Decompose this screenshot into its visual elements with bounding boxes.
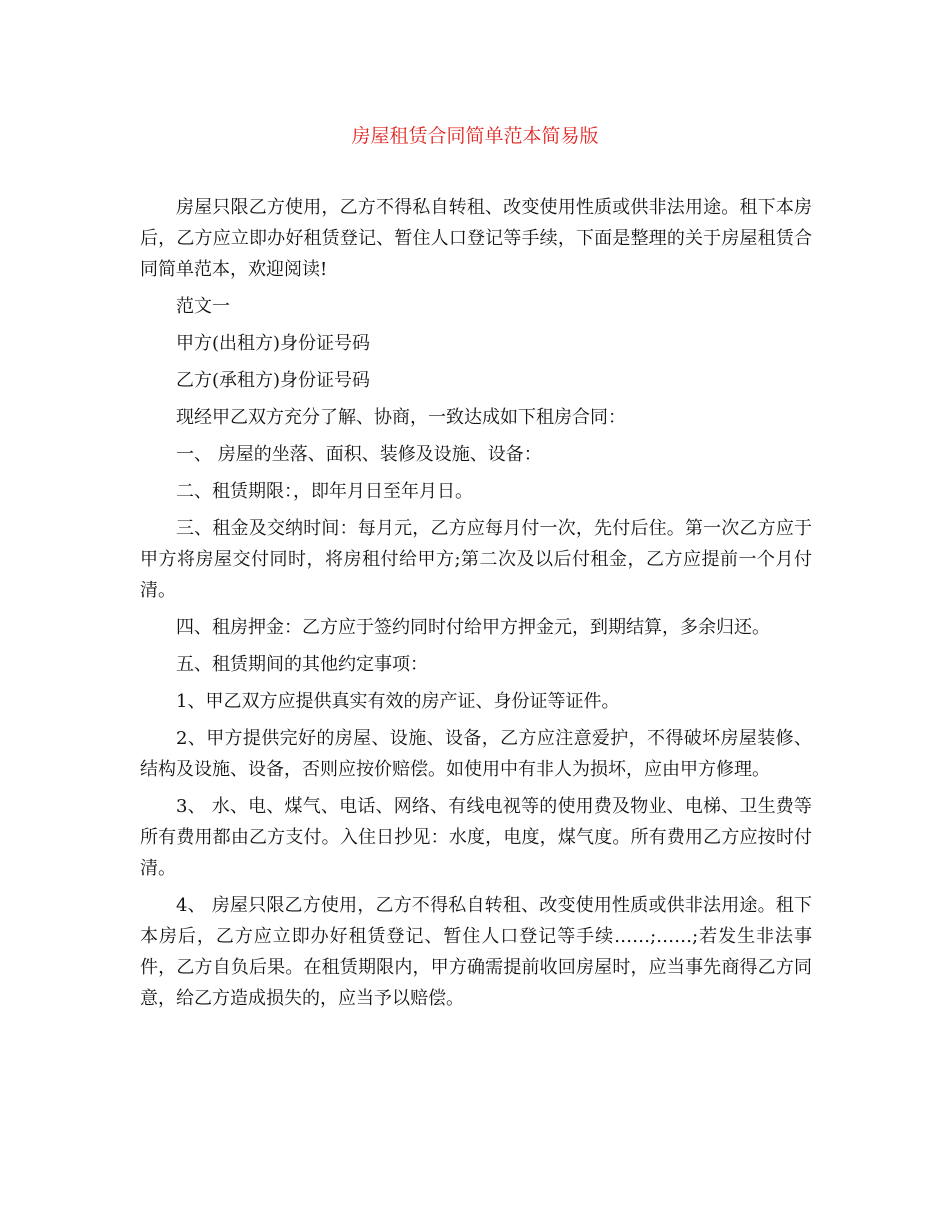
section-heading-sample-one: 范文一 bbox=[176, 296, 230, 317]
clause-2-term: 二、租赁期限：，即年月日至年月日。 bbox=[176, 481, 473, 502]
party-b-line: 乙方(承租方)身份证号码 bbox=[176, 370, 371, 391]
agreement-statement: 现经甲乙双方充分了解、协商，一致达成如下租房合同： bbox=[176, 407, 626, 428]
item-3-utilities: 3、 水、电、煤气、电话、网络、有线电视等的使用费及物业、电梯、卫生费等所有费用都由乙方支付。入住日抄见：水度，电度，煤气度。所有费用乙方应按时付清。 bbox=[140, 796, 812, 879]
item-2-maintenance: 2、甲方提供完好的房屋、设施、设备，乙方应注意爱护，不得破坏房屋装修、结构及设施、设备，否则应按价赔偿。如使用中有非人为损坏，应由甲方修理。 bbox=[140, 728, 812, 780]
item-4-usage: 4、 房屋只限乙方使用，乙方不得私自转租、改变使用性质或供非法用途。租下本房后，乙方应立即办好租赁登记、暂住人口登记等手续……;……;若发生非法事件，乙方自负后果。在租赁期限内，甲方确需提前收回房屋时，应当事先商得乙方同意，给乙方造成损失的，应当予以赔偿。 bbox=[140, 895, 812, 1009]
clause-5-other-terms: 五、租赁期间的其他约定事项： bbox=[176, 654, 428, 675]
clause-3-rent: 三、租金及交纳时间：每月元，乙方应每月付一次，先付后住。第一次乙方应于甲方将房屋交付同时，将房租付给甲方;第二次及以后付租金，乙方应提前一个月付清。 bbox=[140, 518, 812, 601]
document-body bbox=[140, 192, 812, 1020]
party-a-line: 甲方(出租方)身份证号码 bbox=[176, 333, 371, 354]
clause-4-deposit: 四、租房押金：乙方应于签约同时付给甲方押金元，到期结算，多余归还。 bbox=[176, 617, 770, 638]
item-1-documents: 1、甲乙双方应提供真实有效的房产证、身份证等证件。 bbox=[176, 691, 620, 712]
intro-paragraph: 房屋只限乙方使用，乙方不得私自转租、改变使用性质或供非法用途。租下本房后，乙方应立即办好租赁登记、暂住人口登记等手续，下面是整理的关于房屋租赁合同简单范本，欢迎阅读! bbox=[140, 197, 812, 280]
clause-1-location: 一、 房屋的坐落、面积、装修及设施、设备： bbox=[176, 444, 542, 465]
document-title: 房屋租赁合同简单范本简易版 bbox=[351, 125, 599, 147]
